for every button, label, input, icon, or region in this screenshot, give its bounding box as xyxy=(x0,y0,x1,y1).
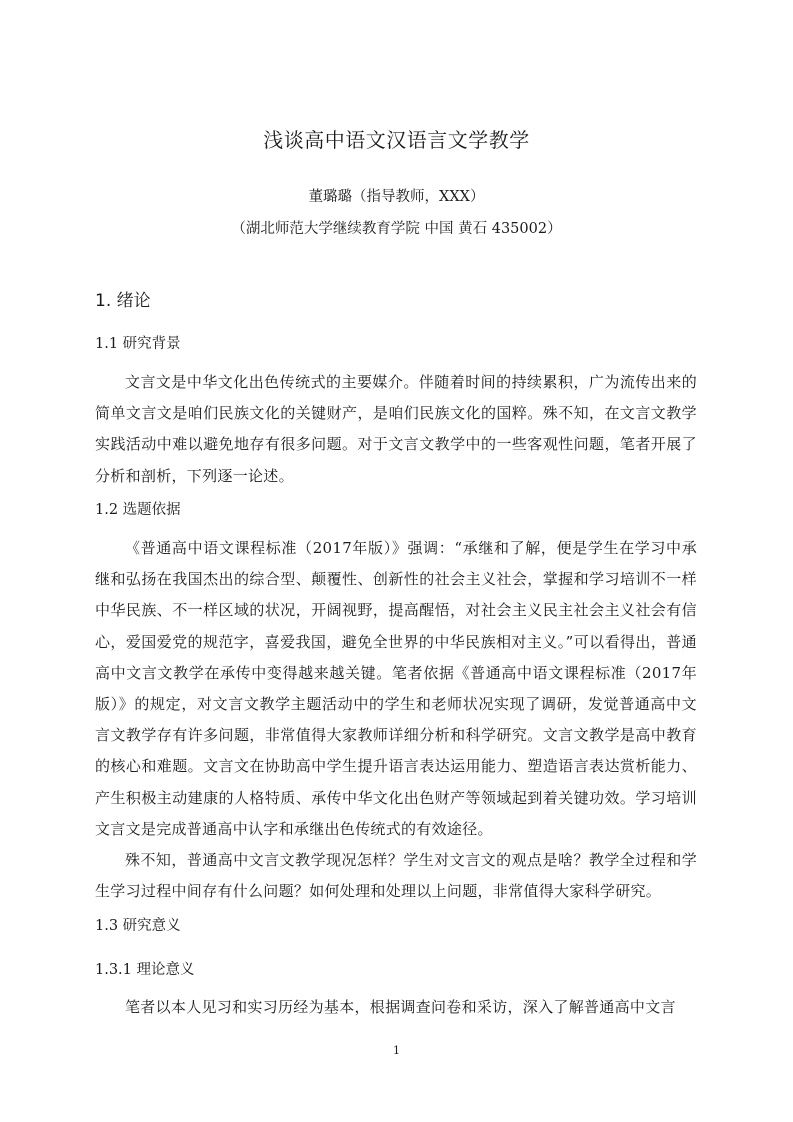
paragraph-topic-basis-1: 《普通高中语文课程标准（2017年版）》强调：“承继和了解，便是学生在学习中承继和弘扬在我国杰出的综合型、颠覆性、创新性的社会主义社会，掌握和学习培训不一样中华民族、不一样区域的状况，开阔视野，提高醒悟，对社会主义民主社会主义社会有信心，爱国爱党的规范字，喜爱我国，避免全世界的中华民族相对主义。”可以看得出，普通高中文言文教学在承传中变得越来越关键。笔者依据《普通高中语文课程标准（2017年版）》的规定，对文言文教学主题活动中的学生和老师状况实现了调研，发觉普通高中文言文教学存有许多问题，非常值得大家教师详细分析和科学研究。文言文教学是高中教育的核心和难题。文言文在协助高中学生提升语言表达运用能力、塑造语言表达赏析能力、产生积极主动建康的人格特质、承传中华文化出色财产等领域起到着关键功效。学习培训文言文是完成普通高中认字和承继出色传统式的有效途径。 xyxy=(95,539,697,838)
section-number: 1.3.1 xyxy=(95,962,132,978)
section-heading-1-3 xyxy=(95,916,181,936)
author-line: 董璐璐（指导教师，XXX） xyxy=(308,189,485,205)
section-title: 研究意义 xyxy=(122,918,181,934)
section-title: 理论意义 xyxy=(136,962,195,978)
page-number: 1 xyxy=(393,1044,400,1057)
paragraph-research-background: 文言文是中华文化出色传统式的主要媒介。伴随着时间的持续累积，广为流传出来的简单文言文是咱们民族文化的关键财产，是咱们民族文化的国粹。殊不知，在文言文教学实践活动中难以避免地存有很多问题。对于文言文教学中的一些客观性问题，笔者开展了分析和剖析，下列逐一论述。 xyxy=(95,373,697,485)
section-title: 选题依据 xyxy=(122,502,181,518)
section-title: 研究背景 xyxy=(122,336,181,352)
section-heading-1-3-1 xyxy=(95,960,195,980)
affiliation-line: （湖北师范大学继续教育学院 中国 黄石 435002） xyxy=(231,221,562,237)
section-heading-1-1 xyxy=(95,334,181,354)
section-heading-1-2 xyxy=(95,500,181,520)
paragraph-theoretical-significance: 笔者以本人见习和实习历经为基本，根据调查问卷和采访，深入了解普通高中文言 xyxy=(125,998,676,1016)
section-number: 1.3 xyxy=(95,918,119,934)
paragraph-topic-basis-2: 殊不知，普通高中文言文教学现况怎样？学生对文言文的观点是啥？教学全过程和学生学习过程中间存有什么问题？如何处理和处理以上问题，非常值得大家科学研究。 xyxy=(95,851,697,901)
section-number: 1.2 xyxy=(95,502,119,518)
section-number: 1.1 xyxy=(95,336,119,352)
paper-title: 浅谈高中语文汉语言文学教学 xyxy=(263,128,530,152)
section-heading-1: 1. 绪论 xyxy=(95,291,151,311)
